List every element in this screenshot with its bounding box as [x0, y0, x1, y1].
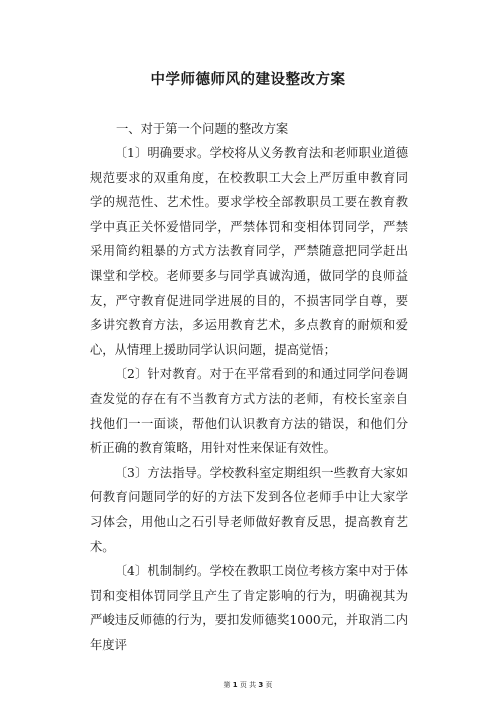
- footer-total-pages: 3: [258, 681, 264, 689]
- footer-page-number: 1: [232, 681, 238, 689]
- footer-suffix: 页: [265, 681, 273, 689]
- footer-prefix: 第: [223, 681, 231, 689]
- document-title: 中学师德师风的建设整改方案: [150, 72, 346, 88]
- paragraph-1: 〔1〕明确要求。学校将从义务教育法和老师职业道德规范要求的双重角度，在校教职工大会上严厉重申教育同学的规范性、艺术性。要求学校全部教职员工要在教育教学中真正关怀爱惜同学，严禁体罚和变相体罚同学，严禁采用简约粗暴的方式方法教育同学，严禁随意把同学赶出课堂和学校。老师要多与同学真诚沟通，做同学的良师益友，严守教育促进同学进展的目的，不损害同学自尊，要多讲究教育方法，多运用教育艺术，多点教育的耐烦和爱心，从情理上援助同学认识问题，提高觉悟；: [90, 146, 408, 357]
- footer-middle: 页 共: [239, 681, 257, 689]
- page-footer: [0, 680, 496, 690]
- paragraph-4: 〔4〕机制制约。学校在教职工岗位考核方案中对于体罚和变相体罚同学且产生了肯定影响的行为，明确视其为严峻违反师德的行为，要扣发师德奖1000元，并取消二内年度评: [90, 564, 408, 652]
- section-heading: 一、对于第一个问题的整改方案: [116, 122, 289, 136]
- paragraph-3: 〔3〕方法指导。学校教科室定期组织一些教育大家如何教育问题同学的好的方法下发到各位老师手中让大家学习体会，用他山之石引导老师做好教育反思，提高教育艺术。: [90, 465, 408, 554]
- document-body: [90, 141, 408, 657]
- paragraph-2: 〔2〕针对教育。对于在平常看到的和通过同学问卷调查发觉的存在有不当教育方式方法的老师，有校长室亲自找他们一一面谈，帮他们认识教育方法的错误，和他们分析正确的教育策略，用针对性来保证有效性。: [90, 367, 408, 456]
